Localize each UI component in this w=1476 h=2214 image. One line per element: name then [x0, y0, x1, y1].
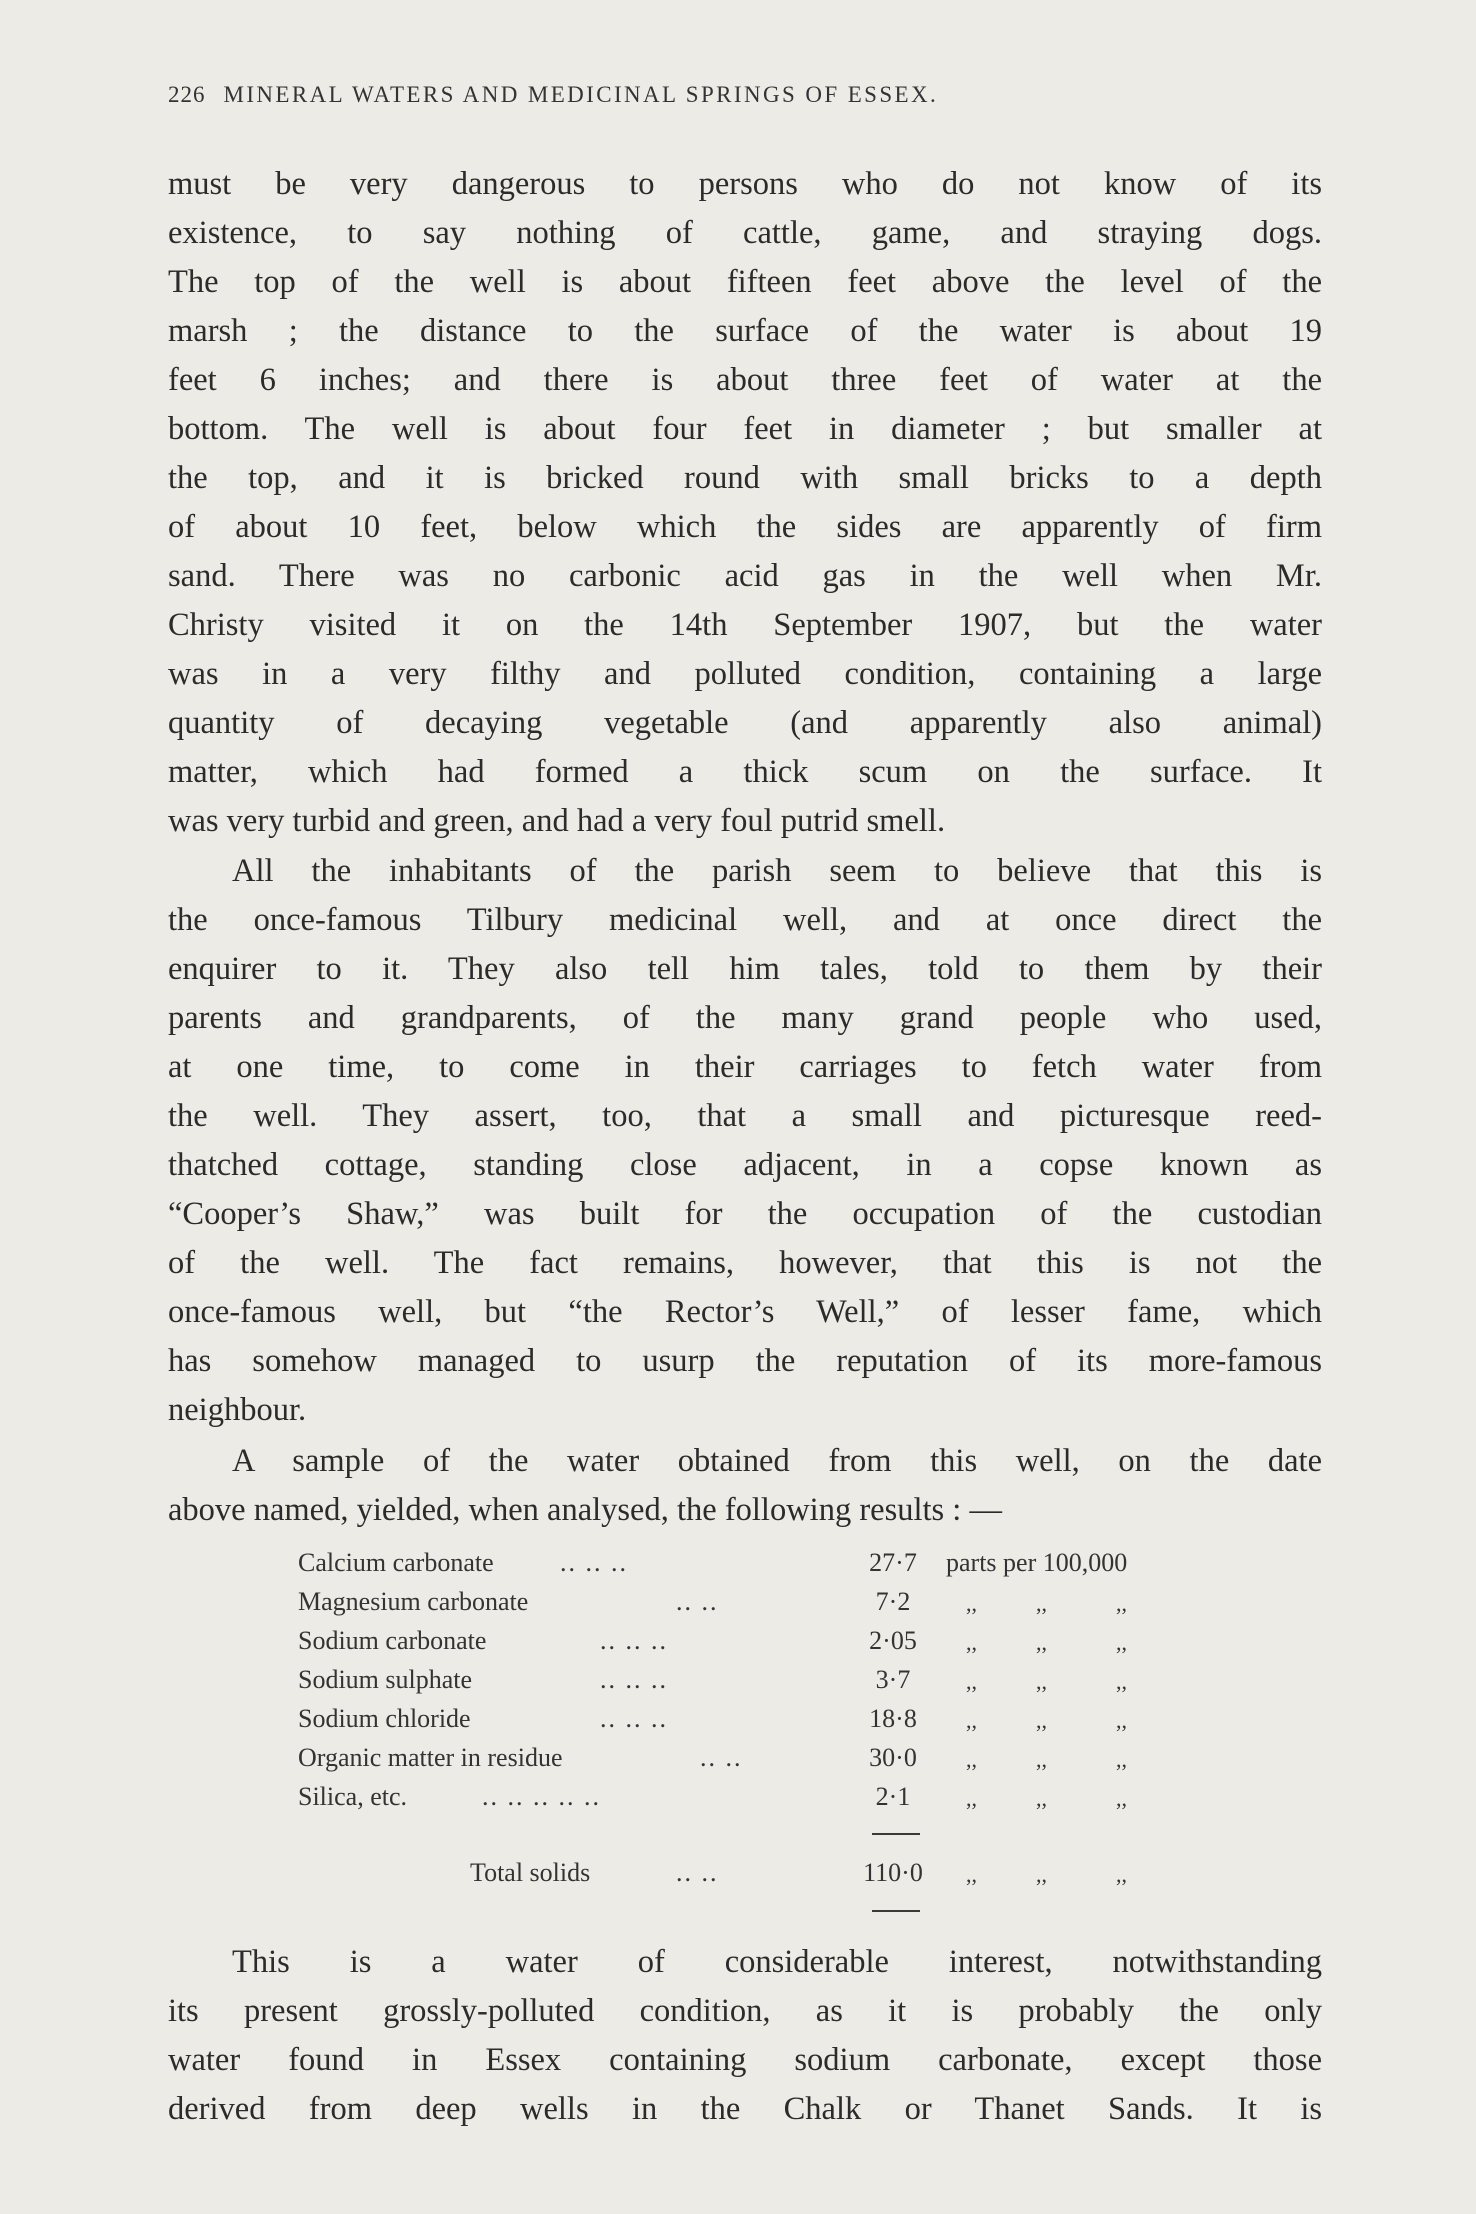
text-line: once-famous well, but “the Rector’s Well,” of lesser fame, which [168, 1294, 1322, 1330]
ditto-mark: ,, [1116, 1862, 1127, 1887]
table-row [0, 1548, 1476, 1584]
text-line: “Cooper’s Shaw,” was built for the occupation of the custodian [168, 1196, 1322, 1232]
constituent-name: Sodium sulphate [298, 1665, 473, 1694]
text-line: its present grossly-polluted condition, as it is probably the only [168, 1993, 1322, 2029]
text-line: enquirer to it. They also tell him tales, told to them by their [168, 951, 1322, 987]
text-line: above named, yielded, when analysed, the following results : — [168, 1492, 1002, 1528]
ditto-mark: ,, [966, 1630, 977, 1655]
constituent-name: Sodium chloride [298, 1704, 471, 1733]
text-line: of the well. The fact remains, however, that this is not the [168, 1245, 1322, 1281]
constituent-value: 30·0 [869, 1743, 917, 1772]
ditto-mark: ,, [1116, 1591, 1127, 1616]
constituent-name: Organic matter in residue [298, 1743, 563, 1772]
ditto-mark: ,, [966, 1708, 977, 1733]
leader-dots: .. .. .. [600, 1704, 668, 1733]
text-line: This is a water of considerable interest, notwithstanding [232, 1944, 1322, 1980]
table-row [0, 1587, 1476, 1623]
text-line: neighbour. [168, 1392, 307, 1428]
ditto-mark: ,, [1116, 1630, 1127, 1655]
table-row [0, 1743, 1476, 1779]
text-line: existence, to say nothing of cattle, game, and straying dogs. [168, 215, 1322, 251]
page-number: 226 [168, 82, 206, 107]
text-line: matter, which had formed a thick scum on the surface. It [168, 754, 1322, 790]
constituent-value: 7·2 [875, 1587, 911, 1616]
text-line: bottom. The well is about four feet in diameter ; but smaller at [168, 411, 1322, 447]
table-row [0, 1626, 1476, 1662]
ditto-mark: ,, [1116, 1708, 1127, 1733]
ditto-mark: ,, [1036, 1747, 1047, 1772]
text-line: feet 6 inches; and there is about three feet of water at the [168, 362, 1322, 398]
constituent-name: Magnesium carbonate [298, 1587, 529, 1616]
leader-dots: .. .. .. [600, 1665, 668, 1694]
text-line: of about 10 feet, below which the sides are apparently of firm [168, 509, 1322, 545]
running-header [168, 82, 1318, 108]
text-line: marsh ; the distance to the surface of the water is about 19 [168, 313, 1322, 349]
text-line: the top, and it is bricked round with small bricks to a depth [168, 460, 1322, 496]
sum-rule [872, 1833, 920, 1835]
text-line: parents and grandparents, of the many grand people who used, [168, 1000, 1322, 1036]
leader-dots: .. .. .. .. .. [482, 1782, 601, 1811]
ditto-mark: ,, [966, 1862, 977, 1887]
ditto-mark: ,, [1036, 1669, 1047, 1694]
unit-label: parts per 100,000 [946, 1548, 1128, 1577]
constituent-name: Calcium carbonate [298, 1548, 494, 1577]
ditto-mark: ,, [1036, 1786, 1047, 1811]
ditto-mark: ,, [1116, 1669, 1127, 1694]
text-line: thatched cottage, standing close adjacent, in a copse known as [168, 1147, 1322, 1183]
table-row [0, 1704, 1476, 1740]
total-label: Total solids [470, 1858, 591, 1887]
text-line: must be very dangerous to persons who do not know of its [168, 166, 1322, 202]
ditto-mark: ,, [1116, 1786, 1127, 1811]
text-line: the once-famous Tilbury medicinal well, and at once direct the [168, 902, 1322, 938]
constituent-value: 2·05 [869, 1626, 917, 1655]
leader-dots: .. .. [676, 1858, 719, 1887]
total-rule [872, 1910, 920, 1912]
total-value: 110·0 [863, 1858, 923, 1887]
text-line: water found in Essex containing sodium carbonate, except those [168, 2042, 1322, 2078]
leader-dots: .. .. [676, 1587, 719, 1616]
constituent-value: 3·7 [875, 1665, 911, 1694]
ditto-mark: ,, [1036, 1630, 1047, 1655]
constituent-value: 27·7 [869, 1548, 917, 1577]
ditto-mark: ,, [1036, 1708, 1047, 1733]
table-row [0, 1665, 1476, 1701]
ditto-mark: ,, [966, 1786, 977, 1811]
ditto-mark: ,, [966, 1669, 977, 1694]
text-line: All the inhabitants of the parish seem to believe that this is [232, 853, 1322, 889]
ditto-mark: ,, [966, 1591, 977, 1616]
text-line: derived from deep wells in the Chalk or Thanet Sands. It is [168, 2091, 1322, 2127]
ditto-mark: ,, [1116, 1747, 1127, 1772]
text-line: the well. They assert, too, that a small and picturesque reed- [168, 1098, 1322, 1134]
ditto-mark: ,, [966, 1747, 977, 1772]
text-line: The top of the well is about fifteen feet above the level of the [168, 264, 1322, 300]
ditto-mark: ,, [1036, 1862, 1047, 1887]
text-line: A sample of the water obtained from this well, on the date [232, 1443, 1322, 1479]
text-line: at one time, to come in their carriages to fetch water from [168, 1049, 1322, 1085]
table-row [0, 1782, 1476, 1818]
text-line: has somehow managed to usurp the reputation of its more-famous [168, 1343, 1322, 1379]
text-line: was very turbid and green, and had a very foul putrid smell. [168, 803, 946, 839]
leader-dots: .. .. .. [560, 1548, 628, 1577]
leader-dots: .. .. .. [600, 1626, 668, 1655]
constituent-name: Sodium carbonate [298, 1626, 487, 1655]
ditto-mark: ,, [1036, 1591, 1047, 1616]
text-line: was in a very filthy and polluted condition, containing a large [168, 656, 1322, 692]
running-title: MINERAL WATERS AND MEDICINAL SPRINGS OF ESSEX. [223, 82, 939, 107]
constituent-name: Silica, etc. [298, 1782, 408, 1811]
constituent-value: 18·8 [869, 1704, 917, 1733]
total-row [0, 1858, 1476, 1894]
text-line: Christy visited it on the 14th September 1907, but the water [168, 607, 1322, 643]
leader-dots: .. .. [700, 1743, 743, 1772]
text-line: sand. There was no carbonic acid gas in the well when Mr. [168, 558, 1322, 594]
constituent-value: 2·1 [875, 1782, 911, 1811]
text-line: quantity of decaying vegetable (and apparently also animal) [168, 705, 1322, 741]
